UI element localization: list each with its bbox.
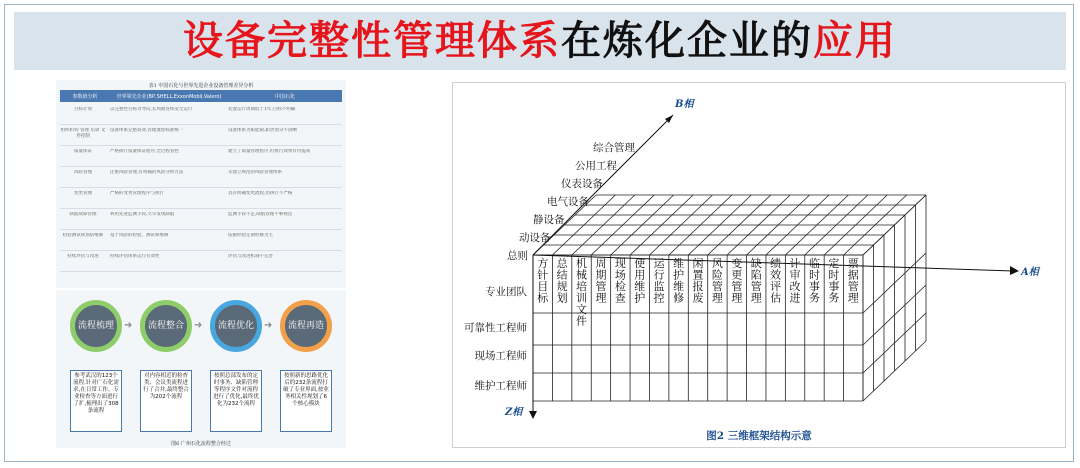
z-level-label: 专业团队 [485,286,527,298]
axis-a-label: A相 [1021,267,1039,278]
cube-diagram [453,83,1065,447]
table-row-divider [60,145,342,146]
flow-note-box: 对内容相近的检查类、会议类流程进行了合并,最终整合为202个流程 [140,370,192,432]
table-cell: 组织机构 管理 培训 文件控制 [60,128,106,139]
a-column-char: 评 [770,280,782,293]
a-column-char: 报 [692,280,704,293]
a-column-char: 缺 [750,257,762,270]
a-column-char: 械 [576,268,588,282]
a-column-char: 理 [750,291,762,305]
a-column-char: 审 [789,268,801,282]
a-column-char: 估 [770,291,782,305]
table-cell: 未建立规范的风险管理体系 [228,170,282,175]
table-cell: 利用先进监测手段,尽早发现缺陷 [110,212,175,217]
b-level-label: 静设备 [533,214,565,226]
table-header [60,90,342,102]
arrow-right-icon: ➜ [124,320,133,331]
table-row-divider [60,166,342,167]
b-level-label: 仪表设备 [561,178,603,190]
a-column-char: 改 [789,280,801,293]
a-column-char: 维 [673,280,685,293]
a-column-char: 陷 [750,268,762,282]
table-header-cell: 参数值分析 [72,93,98,100]
a-column-char: 规 [556,280,568,293]
a-column-char: 护 [673,268,685,282]
table-cell: 以完整性目标为导向,长周期连续安全运行 [110,107,193,112]
a-column-char: 闲 [692,257,704,270]
a-column-char: 用 [634,268,646,282]
table-cell: 依据经验定期检修为主 [228,233,273,238]
a-column-char: 务 [828,291,840,305]
a-column-char: 风 [711,257,723,270]
z-level-label: 可靠性工程师 [464,322,527,334]
a-column-char: 计 [789,257,801,270]
a-column-char: 划 [556,291,568,305]
a-column-char: 事 [808,280,820,293]
table-cell: 设备体系完整高效,管理流程标准统一 [110,128,184,133]
table-cell: 具有明确变更流程,但执行不严格 [228,191,293,196]
axis-a-arrow-icon [1010,266,1019,275]
a-column-char: 管 [711,280,723,293]
a-column-char: 临 [808,257,820,270]
table-cell: 严格的变更管理程序与执行 [110,191,164,196]
a-column-char: 时 [808,268,820,282]
b-level-label: 公用工程 [575,160,617,172]
title-part-black: 在炼化企业的 [561,18,813,64]
table-row-divider [60,250,342,251]
axis-z-label: Z相 [505,407,523,418]
a-column-char: 运 [653,257,665,270]
a-column-char: 置 [692,268,704,282]
a-column-char: 据 [847,268,859,282]
a-column-char: 方 [537,257,549,270]
table-cell: 质量保证 [74,149,92,154]
a-column-char: 理 [731,291,743,305]
flow-note-box: 按照新的思路优化后的232条流程打破了专业界面,按业务相关性规划了6个核心模块 [280,370,332,432]
flow-step-circle: 流程梳理 [70,300,122,352]
flow-note-box: 参考武汉的123个流程,针对广石化需求,在日常工作、专业检查等方面进行了扩,梳理出了308条流程 [70,370,122,432]
comparison-table-image [56,80,346,288]
b-level-label: 电气设备 [547,196,589,208]
a-column-char: 使 [634,257,646,270]
z-level-label: 现场工程师 [474,350,527,362]
a-column-char: 现 [614,257,626,270]
table-cell: 监测手段不足,缺陷管理不够规范 [228,212,293,217]
a-column-char: 管 [847,280,859,293]
a-column-char: 行 [653,268,665,282]
a-column-char: 机 [576,257,588,270]
a-column-char: 管 [595,280,607,293]
table-cell: 变更管理 [74,191,92,196]
a-column-char: 护 [634,291,646,305]
table-cell: 持续评估与改进 [67,254,99,259]
a-column-char: 时 [828,268,840,282]
b-level-label: 动设备 [519,232,551,244]
process-flow-image [56,290,346,448]
b-level-label: 总则 [507,250,528,262]
table-cell: 持续评估体系运行有效性 [110,254,160,259]
a-column-char: 变 [731,257,743,270]
table-cell: 评估与改进机制不完善 [228,254,273,259]
cube-caption: 图2 三维框架结构示意 [706,430,812,442]
a-column-char: 维 [634,280,646,293]
a-column-char: 培 [576,280,588,293]
title-part-red: 设备完整性管理体系 [183,18,561,64]
a-column-char: 事 [828,280,840,293]
flow-step-circle: 流程优化 [210,300,262,352]
slide-title [14,12,1066,70]
a-column-char: 结 [556,268,568,282]
table-cell: 检验测试和预防维修 [62,233,104,238]
table-cell: 装置运行周期低于1年,目标不明确 [228,107,296,112]
table-header-cell: 中国石化 [274,93,295,100]
flow-step-circle: 流程整合 [140,300,192,352]
b-level-label: 综合管理 [593,142,635,154]
a-column-char: 进 [789,291,801,305]
table-cell: 缺陷故障管理 [69,212,97,217]
a-column-char: 理 [847,291,859,305]
table-cell: 注重风险管理,有明确的风险分析方法 [110,170,184,175]
a-column-char: 控 [653,291,665,305]
a-column-char: 废 [692,291,704,305]
table-row-divider [60,271,342,272]
a-column-char: 理 [595,291,607,305]
a-column-char: 更 [731,268,743,282]
a-column-char: 修 [673,291,685,305]
a-column-char: 管 [731,280,743,293]
a-column-char: 险 [711,268,723,282]
a-column-char: 标 [537,291,549,305]
flow-step-circle: 流程再造 [280,300,332,352]
title-part-red-end: 应用 [813,18,897,64]
a-column-char: 总 [556,257,568,270]
table-row-divider [60,208,342,209]
a-column-char: 件 [576,314,588,328]
table-row-divider [60,187,342,188]
table-row-divider [60,124,342,125]
a-column-char: 目 [537,280,549,293]
a-column-char: 查 [614,291,626,305]
z-level-label: 维护工程师 [474,380,527,392]
axis-z-arrow-icon [529,411,537,419]
table-cell: 设备体系为职能制,职责划分不清晰 [228,128,297,133]
flow-note-box: 按照总部发布的定时事务、缺陷管理等程序文件对流程进行了优化,最终优化为232个流程 [210,370,262,432]
table-cell: 风险管理 [74,170,92,175]
a-column-char: 训 [576,291,588,305]
a-column-char: 维 [673,257,685,270]
a-column-char: 理 [711,291,723,305]
table-cell: 严格执行质量保证程序,全过程管控 [110,149,179,154]
table-row-divider [60,229,342,230]
a-column-char: 监 [653,280,665,293]
a-column-char: 场 [614,268,626,282]
cube-framework-figure [452,82,1066,448]
a-column-char: 务 [808,291,820,305]
table-cell: 基于风险的检验、测试和维修 [110,233,169,238]
a-column-char: 周 [595,257,607,270]
a-column-char: 文 [576,303,588,316]
axis-b-label: B相 [675,99,694,110]
left-panel [56,80,346,448]
a-column-char: 定 [828,257,840,270]
a-column-char: 期 [595,268,607,282]
table-header-cell: 世界领先企业(BP,SHELL,ExxonMobil,Valero) [116,93,222,100]
a-column-char: 管 [750,280,762,293]
a-column-char: 绩 [770,257,782,270]
table-cell: 目标计划 [74,107,92,112]
a-column-char: 票 [847,257,859,270]
table-caption: 表1 中国石化与世界先进企业设备管理差异分析 [148,83,254,89]
arrow-right-icon: ➜ [264,320,273,331]
flow-caption: 图6 广州石化流程整合经过 [171,441,231,447]
arrow-right-icon: ➜ [194,320,203,331]
table-cell: 建立了质量管理程序,但执行效果有待提高 [228,149,311,154]
a-column-char: 针 [537,268,549,282]
a-column-char: 检 [614,280,626,293]
a-column-char: 效 [770,268,782,282]
